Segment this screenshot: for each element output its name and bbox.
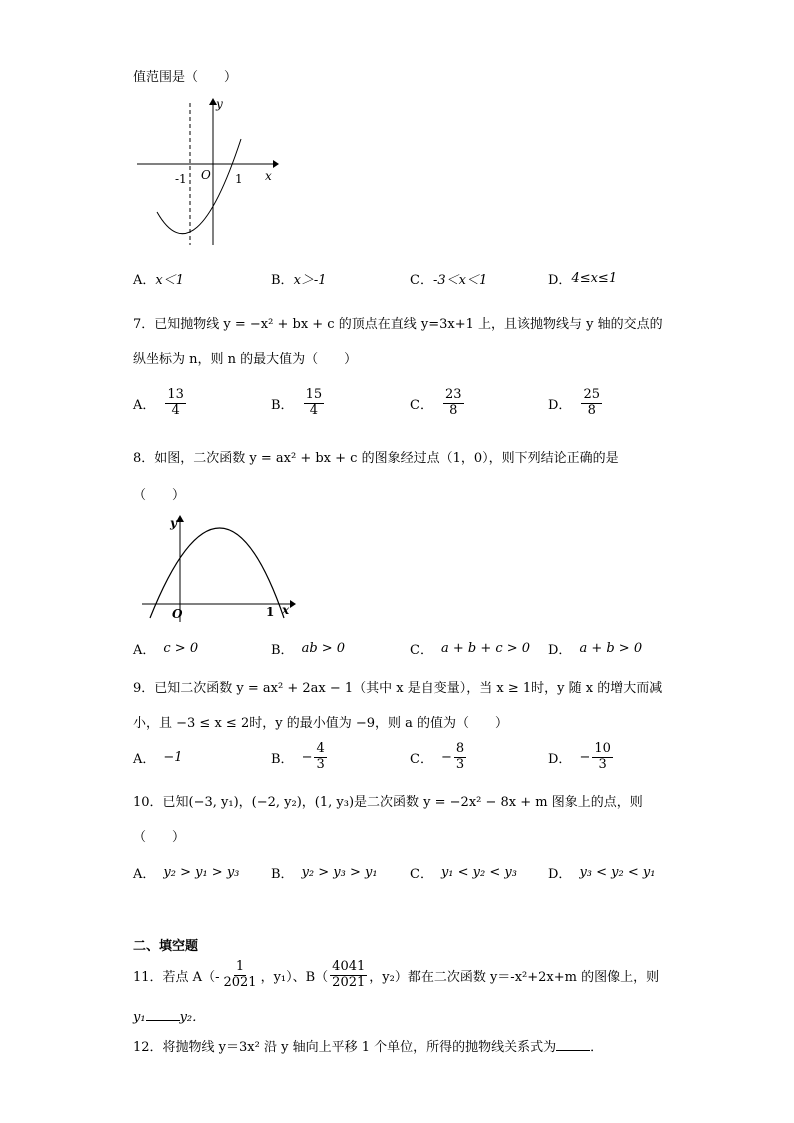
option-label: C． (410, 751, 433, 767)
option-text: -3＜x＜1 (432, 272, 488, 288)
numerator: 25 (583, 387, 600, 403)
q9-option-d[interactable] (548, 739, 615, 775)
numerator: 15 (305, 387, 323, 403)
q12-end: ． (590, 1040, 604, 1055)
q8-graph (140, 514, 300, 624)
option-sign: − (440, 749, 452, 765)
denominator: 8 (449, 402, 458, 418)
q6-option-b[interactable] (271, 260, 327, 296)
q6-option-c[interactable] (410, 260, 487, 296)
q11-y1: y₁ (133, 1010, 146, 1025)
option-fraction (581, 388, 602, 418)
q7-option-b[interactable] (271, 385, 326, 421)
numerator: 1 (235, 959, 245, 975)
numerator: 8 (455, 741, 465, 757)
option-label: C． (410, 642, 433, 658)
q6-option-a[interactable] (133, 260, 184, 296)
option-label: D． (548, 272, 572, 288)
q10-stem-line1: 10．已知(−3, y₁)，(−2, y₂)，(1, y₃)是二次函数 y = −2x² − 8x + m 图象上的点，则 (133, 795, 643, 810)
option-sign: − (579, 749, 591, 765)
option-label: A． (133, 397, 156, 413)
q11-stem-line1 (133, 955, 659, 995)
q6-stem-tail: 值范围是（ ） (133, 70, 238, 85)
q6-y-label: y (216, 97, 223, 111)
q6-neg-one-label: -1 (175, 172, 187, 186)
q6-one-label: 1 (235, 172, 243, 186)
q8-y-label: y (170, 516, 177, 530)
q10-option-b[interactable] (271, 854, 378, 890)
option-text: ab > 0 (301, 640, 346, 656)
q12-text: 12．将抛物线 y＝3x² 沿 y 轴向上平移 1 个单位，所得的抛物线关系式为 (133, 1040, 557, 1055)
option-text: x＜1 (155, 272, 184, 288)
option-text: 4≤x≤1 (571, 270, 618, 286)
numerator: 10 (594, 741, 611, 757)
denominator: 4 (171, 402, 180, 418)
option-text: y₂ > y₁ > y₃ (163, 864, 240, 880)
option-label: C． (410, 272, 433, 288)
q12-answer-blank[interactable] (556, 1038, 590, 1051)
option-text: a + b + c > 0 (440, 640, 531, 656)
option-label: D． (548, 751, 572, 767)
q6-option-d[interactable] (548, 260, 617, 296)
option-label: B． (271, 272, 294, 288)
option-fraction (165, 388, 186, 418)
option-label: C． (410, 397, 433, 413)
q11-mid: ，y₁）、B（ (260, 969, 329, 985)
q9-options (133, 739, 693, 775)
numerator: 13 (167, 387, 184, 403)
option-label: D． (548, 642, 572, 658)
q9-option-a[interactable] (133, 739, 183, 775)
q11-y2: y₂． (179, 1010, 206, 1025)
q8-option-a[interactable] (133, 630, 198, 666)
option-text: c > 0 (163, 640, 199, 656)
option-label: A． (133, 642, 156, 658)
option-label: B． (271, 642, 294, 658)
q9-option-b[interactable] (271, 739, 329, 775)
option-fraction (314, 742, 326, 772)
q10-option-a[interactable] (133, 854, 239, 890)
q8-option-c[interactable] (410, 630, 530, 666)
q11-stem-line2 (133, 1006, 205, 1025)
q9-stem-line1: 9．已知二次函数 y = ax² + 2ax − 1（其中 x 是自变量），当 x ≥ 1时，y 随 x 的增大而减 (133, 681, 663, 696)
q11-suffix: ，y₂）都在二次函数 y＝-x²+2x+m 的图像上，则 (369, 969, 660, 985)
q8-option-b[interactable] (271, 630, 345, 666)
option-label: C． (410, 866, 433, 882)
option-fraction (304, 388, 325, 418)
q9-option-c[interactable] (410, 739, 468, 775)
option-label: D． (548, 866, 572, 882)
q10-stem-line2: （ ） (133, 830, 186, 845)
denominator: 2021 (223, 974, 257, 990)
q11-prefix: 11．若点 A（- (133, 969, 220, 985)
option-label: A． (133, 751, 156, 767)
option-text: −1 (163, 749, 183, 765)
option-fraction (454, 742, 466, 772)
denominator: 4 (309, 402, 318, 418)
option-label: B． (271, 397, 294, 413)
numerator: 4041 (332, 959, 366, 975)
option-label: A． (133, 866, 156, 882)
numerator: 23 (444, 387, 462, 403)
denominator: 2021 (332, 974, 366, 990)
option-text: y₂ > y₃ > y₁ (301, 864, 378, 880)
denominator: 3 (316, 756, 325, 772)
q7-option-a[interactable] (133, 385, 188, 421)
option-text: y₁ < y₂ < y₃ (440, 864, 517, 880)
q8-one-label: 1 (266, 605, 275, 619)
option-label: D． (548, 397, 572, 413)
option-text: y₃ < y₂ < y₁ (579, 864, 656, 880)
q9-stem-line2: 小，且 −3 ≤ x ≤ 2时，y 的最小值为 −9，则 a 的值为（ ） (133, 716, 509, 731)
q7-option-d[interactable] (548, 385, 604, 421)
q8-options (133, 630, 693, 666)
q6-x-label: x (265, 169, 272, 183)
q8-stem-line2: （ ） (133, 488, 186, 503)
q6-origin-label: O (201, 168, 211, 182)
q12-stem (133, 1036, 603, 1055)
q7-option-c[interactable] (410, 385, 466, 421)
denominator: 3 (455, 756, 465, 772)
denominator: 8 (587, 402, 596, 418)
option-fraction (592, 742, 613, 772)
numerator: 4 (316, 741, 325, 757)
q8-stem-line1: 8．如图，二次函数 y = ax² + bx + c 的图象经过点（1，0），则下列结论正确的是 (133, 451, 619, 466)
option-label: A． (133, 272, 156, 288)
option-label: B． (271, 751, 294, 767)
q7-stem-line1: 7．已知抛物线 y = −x² + bx + c 的顶点在直线 y=3x+1 上，且该抛物线与 y 轴的交点的 (133, 317, 663, 332)
q11-fraction-1 (221, 960, 258, 990)
q8-option-d[interactable] (548, 630, 642, 666)
q8-origin-label: O (172, 607, 183, 621)
q6-graph (133, 95, 283, 255)
option-fraction (443, 388, 464, 418)
q11-answer-blank[interactable] (146, 1008, 180, 1021)
denominator: 3 (598, 756, 607, 772)
q11-fraction-2 (330, 960, 367, 990)
option-text: x＞-1 (293, 272, 327, 288)
q8-x-label: x (282, 603, 290, 617)
section-title-fill-in: 二、填空题 (133, 939, 199, 954)
q7-options (133, 385, 693, 421)
q6-options (133, 260, 693, 296)
q10-options (133, 854, 693, 890)
option-label: B． (271, 866, 294, 882)
q7-stem-line2: 纵坐标为 n，则 n 的最大值为（ ） (133, 352, 358, 367)
option-sign: − (301, 749, 313, 765)
q10-option-d[interactable] (548, 854, 655, 890)
q10-option-c[interactable] (410, 854, 517, 890)
option-text: a + b > 0 (579, 640, 643, 656)
